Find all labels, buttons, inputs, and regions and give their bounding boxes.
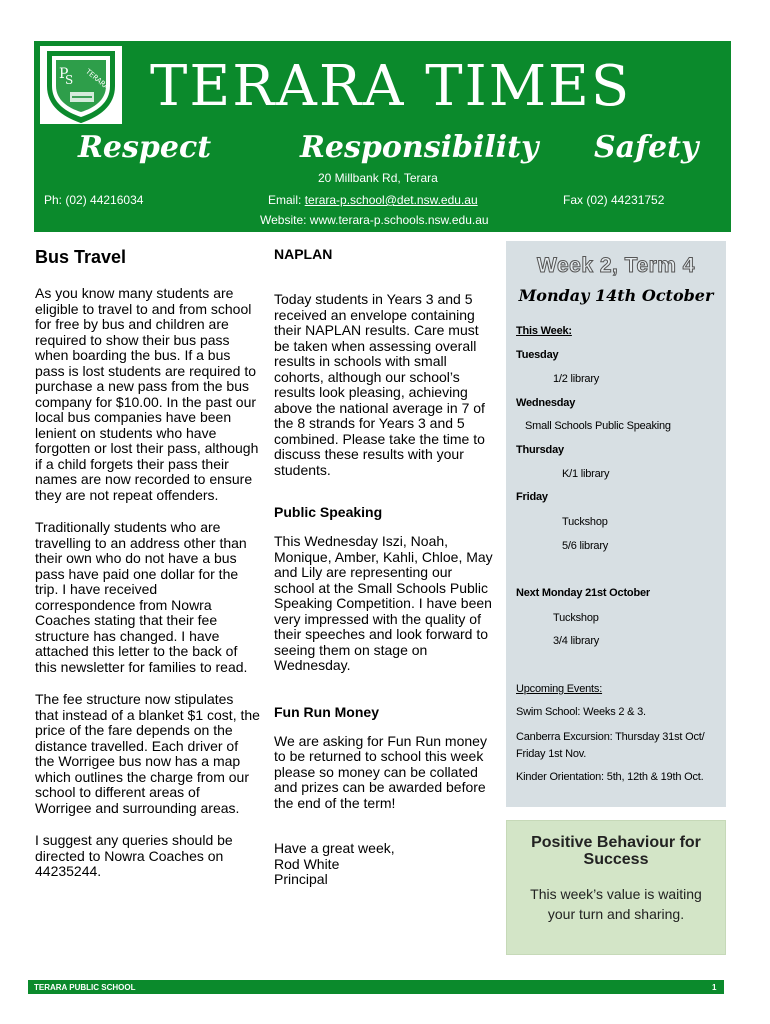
wednesday-event: Small Schools Public Speaking — [525, 420, 671, 432]
svg-text:S: S — [65, 73, 74, 87]
day-friday: Friday — [516, 491, 548, 503]
this-week-label: This Week: — [516, 325, 572, 337]
page-number: 1 — [712, 983, 717, 992]
upcoming-event: Kinder Orientation: 5th, 12th & 19th Oct. — [516, 771, 704, 783]
week-term-heading: Week 2, Term 4 — [537, 254, 695, 277]
signoff-name: Rod White — [274, 855, 340, 872]
bus-travel-paragraph: As you know many students are eligible to travel to and from school for free by bus and children are required to show their bus pass when boarding the bus. If a bus pass is lost students are required to purchase a new pass from the bus company for $10.00. In the past our local bus companies have been lenient on students who have forgotten or lost their pass, although if a child forgets their pass their names are now recorded to ensure they are not repeat offenders. — [35, 285, 259, 503]
day-tuesday: Tuesday — [516, 349, 559, 361]
upcoming-event: Swim School: Weeks 2 & 3. — [516, 706, 646, 718]
school-address: 20 Millbank Rd, Terara — [318, 171, 438, 185]
bus-travel-paragraph: The fee structure now stipulates that instead of a blanket $1 cost, the price of the fare depends on the distance travelled. Each driver of the Worrigee bus now has a map which outlines the charge from our school to different areas of Worrigee and surrounding areas. — [35, 691, 260, 816]
svg-text:P: P — [59, 66, 69, 82]
upcoming-event: Canberra Excursion: Thursday 31st Oct/ — [516, 731, 705, 743]
day-wednesday: Wednesday — [516, 397, 576, 409]
naplan-heading: NAPLAN — [274, 246, 333, 262]
public-speaking-heading: Public Speaking — [274, 504, 383, 520]
value-responsibility: Responsibility — [300, 130, 539, 165]
friday-event: 5/6 library — [562, 540, 609, 552]
school-phone: Ph: (02) 44216034 — [44, 193, 144, 207]
middle-column — [274, 246, 496, 888]
bus-travel-heading: Bus Travel — [35, 247, 127, 267]
footer-school-name: TERARA PUBLIC SCHOOL — [34, 983, 136, 992]
email-label: Email: — [268, 193, 305, 207]
thursday-event: K/1 library — [562, 468, 610, 480]
school-fax: Fax (02) 44231752 — [563, 193, 665, 207]
bus-travel-article — [35, 246, 260, 897]
upcoming-event: Friday 1st Nov. — [516, 748, 587, 760]
bus-travel-paragraph: I suggest any queries should be directed to Nowra Coaches on 44235244. — [35, 832, 233, 879]
week-date: Monday 14th October — [518, 286, 714, 305]
tuesday-event: 1/2 library — [553, 373, 600, 385]
day-thursday: Thursday — [516, 444, 564, 456]
next-monday-event: Tuckshop — [553, 612, 599, 624]
svg-text:TERARA: TERARA — [84, 67, 111, 92]
fun-run-text: We are asking for Fun Run money to be returned to school this week please so money can be collated and prizes can be awarded before the end of the term! — [274, 732, 487, 811]
public-speaking-text: This Wednesday Iszi, Noah, Monique, Amber, Kahli, Chloe, May and Lily are representing our school at the Small Schools Public Speaking Competition. I have been very impressed with the quality of their speeches and look forward to seeing them on stage on Wednesday. — [274, 533, 493, 673]
next-monday-heading: Next Monday 21st October — [516, 587, 650, 599]
next-monday-event: 3/4 library — [553, 635, 600, 647]
email-link[interactable]: terara-p.school@det.nsw.edu.au — [304, 193, 478, 207]
upcoming-events-label: Upcoming Events: — [516, 683, 603, 695]
naplan-text: Today students in Years 3 and 5 received an envelope containing their NAPLAN results. Care must be taken when assessing overall results in schools with small cohorts, although our school’s results look pleasing, achieving above the national average in 7 of the 8 strands for Years 3 and 5 combined. Please take the time to discuss these results with your students. — [274, 291, 485, 478]
signoff-title: Principal — [274, 871, 328, 887]
fun-run-heading: Fun Run Money — [274, 703, 379, 720]
value-respect: Respect — [78, 130, 212, 165]
signoff-line: Have a great week, — [274, 840, 395, 856]
newsletter-title: TERARA TIMES — [150, 54, 632, 119]
friday-event: Tuckshop — [562, 516, 608, 528]
positive-behaviour-text: This week’s value is waiting your turn and sharing. — [530, 886, 702, 922]
positive-behaviour-title: Positive Behaviour for Success — [531, 834, 701, 868]
school-website: Website: www.terara-p.schools.nsw.edu.au — [260, 213, 489, 227]
value-safety: Safety — [594, 130, 699, 165]
school-email — [268, 193, 478, 207]
school-crest-logo — [40, 46, 122, 124]
bus-travel-paragraph: Traditionally students who are travelling to an address other than their own who do not have a bus pass have paid one dollar for the trip. I have received correspondence from Nowra Coaches stating that their fee structure has changed. I have attached this letter to the back of this newsletter for families to read. — [35, 519, 248, 675]
